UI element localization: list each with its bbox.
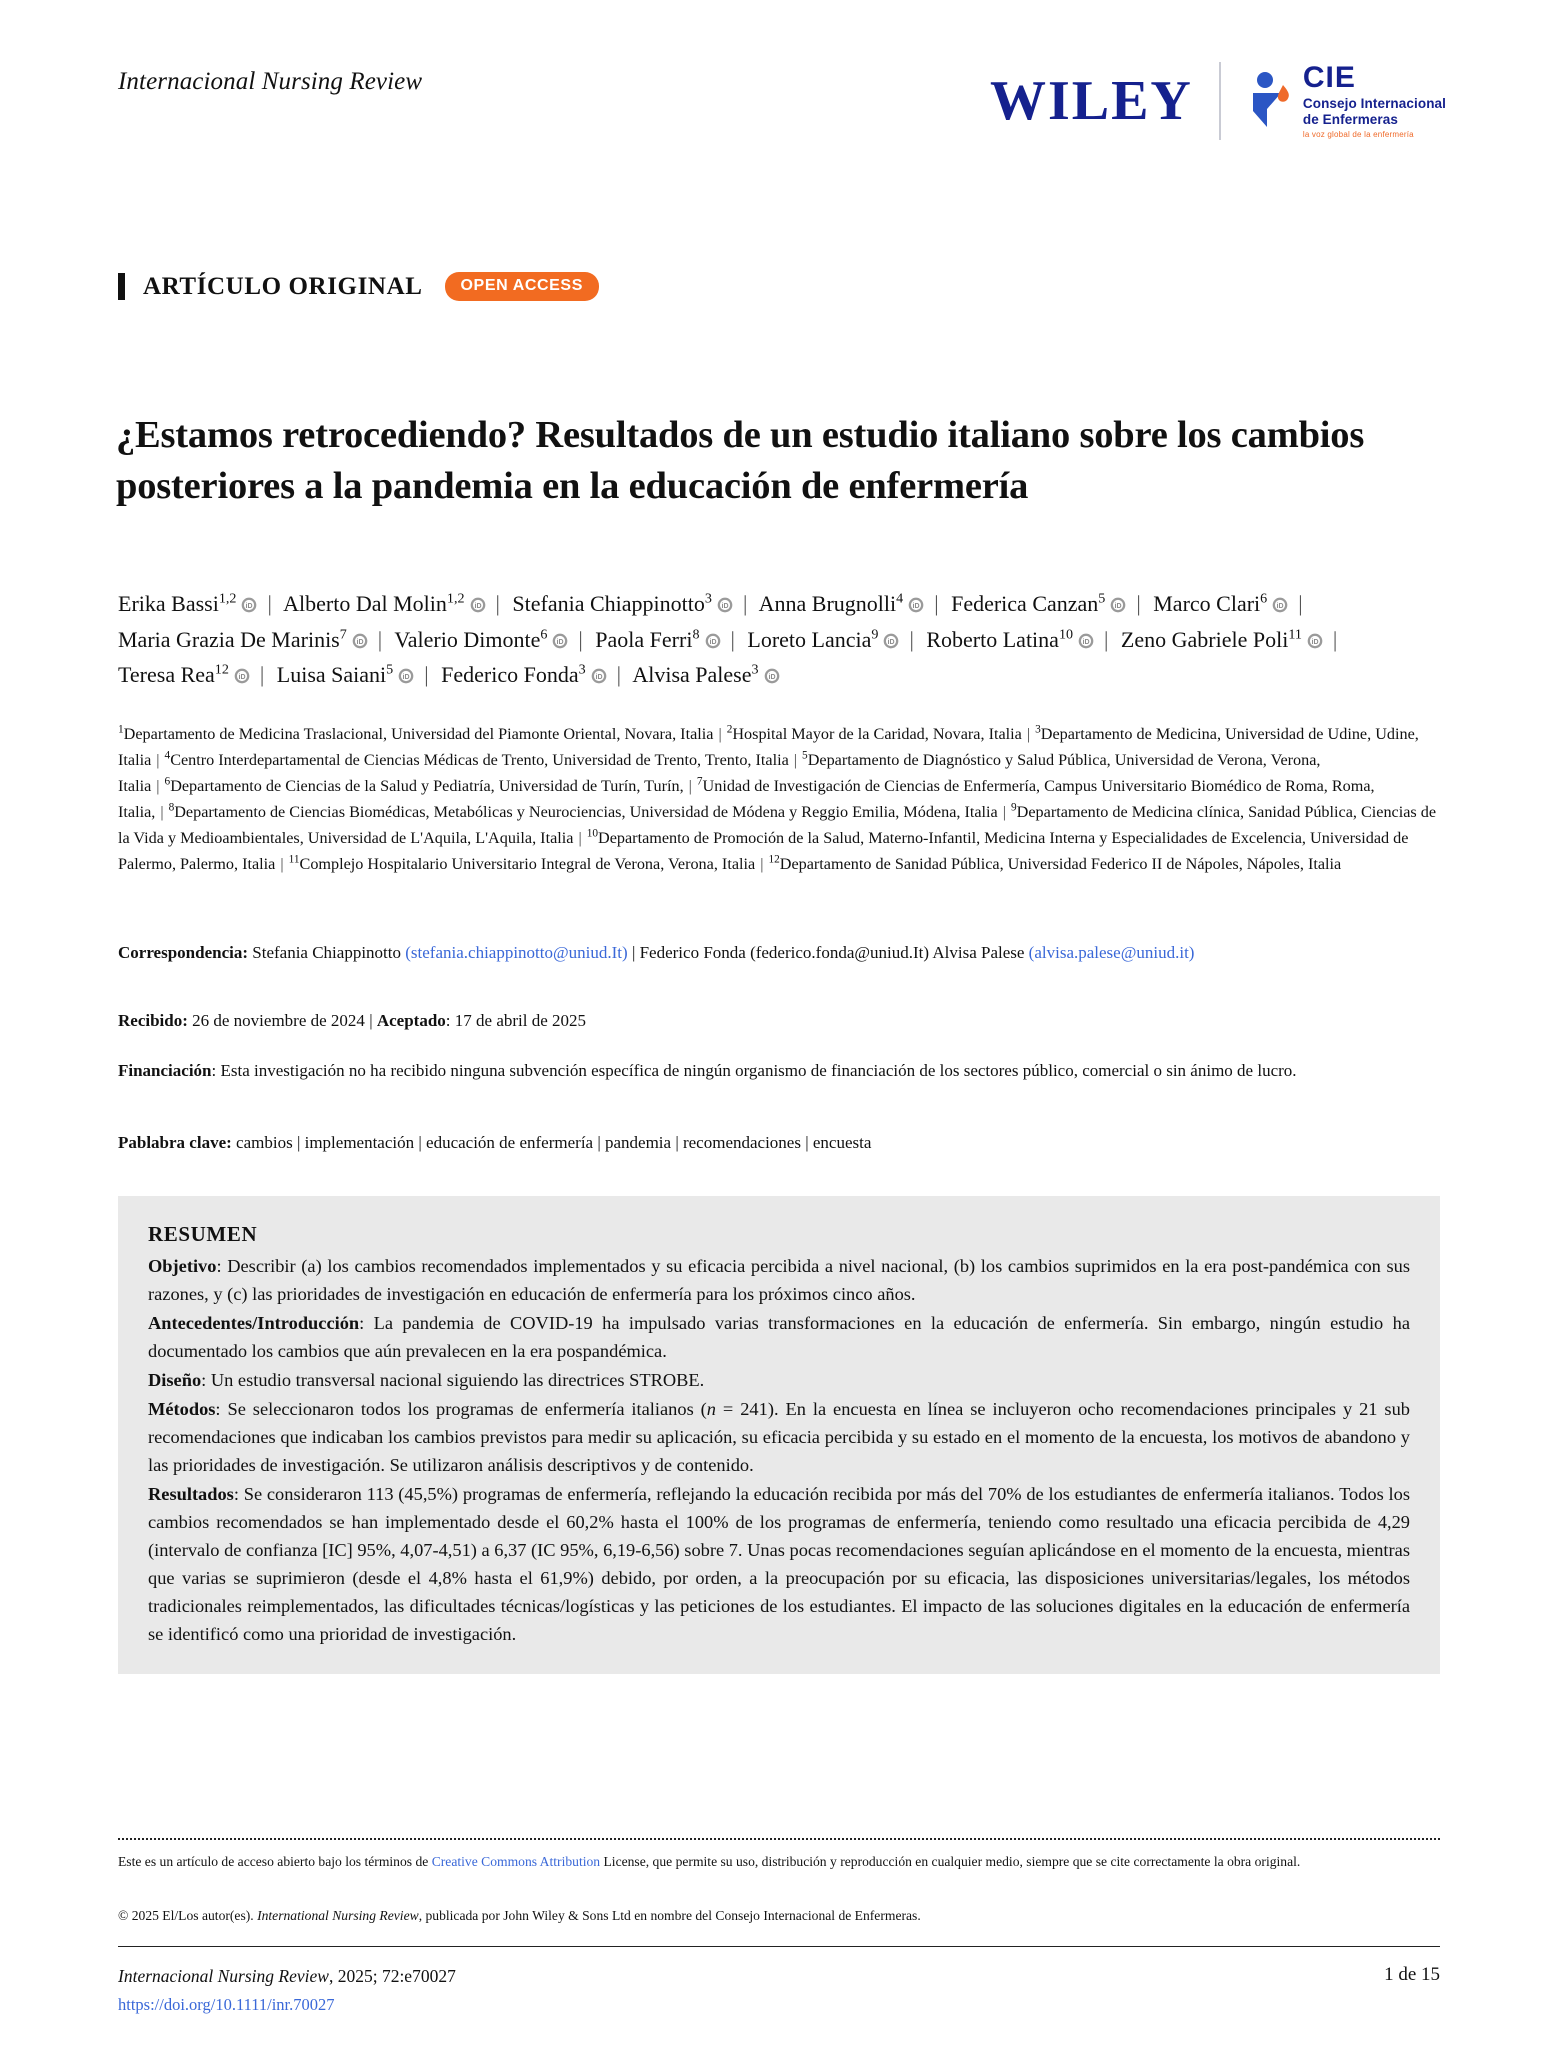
author-name: Paola Ferri bbox=[595, 626, 693, 652]
author-name: Marco Clari bbox=[1153, 591, 1261, 616]
author-affiliation-marker: 3 bbox=[704, 590, 712, 607]
author-affiliation-marker: 10 bbox=[1058, 626, 1074, 643]
author-entry bbox=[632, 662, 782, 687]
orcid-icon[interactable] bbox=[1307, 624, 1323, 646]
affiliation-number: 9 bbox=[1011, 801, 1017, 814]
author-affiliation-marker: 3 bbox=[578, 661, 586, 678]
author-name: Roberto Latina bbox=[926, 626, 1059, 652]
abstract-section-colon: : bbox=[216, 1256, 228, 1276]
affiliation-entry bbox=[727, 725, 1022, 743]
author-separator: | bbox=[742, 591, 748, 616]
keywords-block bbox=[118, 1130, 1440, 1156]
svg-text:iD: iD bbox=[402, 674, 410, 682]
accepted-label: Aceptado bbox=[376, 1011, 446, 1030]
affiliation-entry bbox=[165, 751, 789, 769]
abstract-section-colon: : bbox=[359, 1312, 374, 1333]
correspondence-separator: | bbox=[631, 943, 636, 962]
journal-name: Internacional Nursing Review bbox=[118, 68, 423, 95]
author-affiliation-marker: 3 bbox=[751, 661, 759, 678]
affiliation-text: Departamento de Ciencias de la Salud y Pediatría, Universidad de Turín, Turín, bbox=[170, 776, 684, 795]
affiliation-text: Departamento de Medicina Traslacional, Universidad del Piamonte Oriental, Novara, Italia bbox=[123, 725, 714, 743]
affiliation-text: Unidad de Investigación de Ciencias de Enfermería, Campus Universitario Biomédico de Roma, Roma, Italia, bbox=[118, 776, 1375, 821]
open-access-badge: OPEN ACCESS bbox=[445, 272, 599, 301]
abstract-section-text: Un estudio transversal nacional siguiendo las directrices STROBE. bbox=[210, 1369, 705, 1390]
author-separator: | bbox=[934, 591, 939, 616]
correspondence-block bbox=[118, 940, 1440, 966]
affiliation-text: Departamento de Medicina clínica, Sanidad Pública, Ciencias de la Vida y Medioambientales, Universidad de L'Aquila, L'Aquila, Italia bbox=[118, 802, 1437, 847]
affiliation-entry bbox=[768, 855, 1341, 873]
article-type-row bbox=[118, 272, 599, 301]
received-value: 26 de noviembre de 2024 bbox=[192, 1011, 365, 1030]
page-number: 1 de 15 bbox=[1384, 1964, 1440, 1985]
abstract-section-text: Se consideraron 113 (45,5%) programas de enfermería, reflejando la educación recibida por más del 70% de los estudiantes de enfermería italianos. Todos los cambios recomendados se han implementado desde el 60,2% hasta el 100% de los programas de enfermería, teniendo como resultado una eficacia percibida de 4,29 (intervalo de confianza [IC] 95%, 4,07-4,51) a 6,37 (IC 95%, 6,19-6,56) sobre 7. Unas pocas recomendaciones seguían aplicándose en el momento de la encuesta, mientras que varias se suprimieron (desde el 4,8% hasta el 61,9%) debido, por orden, a la preocupación por su eficacia, las disposiciones universitarias/legales, los métodos tradicionales reimplementados, las dificultades técnicas/logísticas y las peticiones de los estudiantes. El impacto de las soluciones digitales en la educación de enfermería se identificó como una prioridad de investigación. bbox=[148, 1483, 1410, 1644]
author-entry bbox=[277, 662, 417, 687]
author-name: Alvisa Palese bbox=[632, 662, 752, 688]
orcid-icon[interactable] bbox=[764, 659, 780, 682]
author-affiliation-marker: 5 bbox=[1098, 590, 1106, 607]
author-separator: | bbox=[1298, 591, 1303, 616]
author-entry bbox=[394, 627, 571, 652]
orcid-icon[interactable] bbox=[1078, 624, 1094, 646]
cie-name bbox=[1303, 96, 1446, 128]
author-entry bbox=[118, 627, 371, 652]
abstract-section-label: Resultados bbox=[148, 1483, 234, 1504]
funding-text: : Esta investigación no ha recibido ninguna subvención específica de ningún organismo de financiación de los sectores público, comercial o sin ánimo de lucro. bbox=[211, 1061, 1297, 1080]
abstract-section-colon: : bbox=[233, 1483, 244, 1504]
copyright-suffix: , publicada por John Wiley & Sons Ltd en nombre del Consejo Internacional de Enfermeras. bbox=[418, 1908, 921, 1923]
masthead bbox=[0, 56, 1558, 166]
cie-tagline: la voz global de la enfermería bbox=[1302, 129, 1414, 139]
svg-text:iD: iD bbox=[356, 638, 364, 646]
author-entry bbox=[1121, 627, 1326, 652]
author-name: Federico Fonda bbox=[441, 662, 579, 688]
author-separator: | bbox=[1332, 626, 1338, 652]
affiliation-entry bbox=[169, 803, 998, 821]
author-entry bbox=[951, 591, 1129, 616]
copyright-journal: International Nursing Review bbox=[257, 1908, 419, 1923]
author-affiliation-marker: 8 bbox=[692, 626, 700, 643]
affiliation-separator: | bbox=[578, 828, 582, 847]
license-divider bbox=[118, 1838, 1440, 1840]
affiliation-entry bbox=[289, 855, 756, 873]
author-affiliation-marker: 1,2 bbox=[218, 590, 237, 607]
orcid-icon[interactable] bbox=[908, 588, 924, 610]
author-separator: | bbox=[909, 626, 914, 652]
affiliation-number: 10 bbox=[586, 827, 599, 840]
author-name: Stefania Chiappinotto bbox=[512, 591, 705, 616]
author-affiliation-marker: 12 bbox=[214, 661, 229, 678]
abstract-section-colon: : bbox=[201, 1369, 211, 1390]
publication-dates bbox=[118, 1008, 1440, 1034]
author-entry bbox=[512, 591, 736, 616]
page-footer bbox=[118, 1962, 1440, 2019]
author-separator: | bbox=[259, 662, 265, 688]
cie-logo bbox=[1247, 63, 1446, 139]
affiliation-entry bbox=[165, 777, 684, 795]
author-separator: | bbox=[730, 626, 735, 652]
orcid-icon[interactable] bbox=[234, 659, 250, 682]
affiliation-number: 2 bbox=[726, 723, 733, 736]
affiliation-text: Departamento de Promoción de la Salud, Materno-Infantil, Medicina Interna y Especialidades de Excelencia, Universidad de Palermo, Palermo, Italia bbox=[118, 828, 1409, 873]
author-entry bbox=[283, 591, 488, 616]
footer-left bbox=[118, 1962, 456, 2019]
orcid-icon[interactable] bbox=[1272, 588, 1288, 610]
author-name: Anna Brugnolli bbox=[758, 591, 897, 616]
affiliation-text: Hospital Mayor de la Caridad, Novara, Italia bbox=[732, 725, 1022, 743]
kicker-bar-icon bbox=[118, 273, 125, 300]
svg-text:iD: iD bbox=[1311, 638, 1319, 646]
author-separator: | bbox=[578, 626, 583, 652]
author-separator: | bbox=[1136, 591, 1141, 616]
orcid-icon[interactable] bbox=[705, 624, 721, 646]
affiliation-number: 4 bbox=[164, 749, 171, 762]
affiliation-number: 1 bbox=[118, 723, 124, 736]
received-label: Recibido: bbox=[118, 1011, 188, 1030]
affiliation-number: 12 bbox=[768, 853, 780, 866]
abstract-stat-symbol: n bbox=[706, 1398, 716, 1419]
affiliation-separator: | bbox=[760, 854, 764, 873]
license-statement bbox=[118, 1852, 1440, 1873]
affiliation-list bbox=[118, 722, 1440, 878]
abstract-section-label: Métodos bbox=[148, 1398, 216, 1419]
abstract-section-label: Diseño bbox=[148, 1369, 202, 1390]
orcid-icon[interactable] bbox=[398, 659, 414, 682]
affiliation-text: Departamento de Medicina, Universidad de Udine, Udine, Italia bbox=[118, 725, 1419, 769]
publisher-logo-block bbox=[990, 56, 1446, 140]
affiliation-text: Departamento de Diagnóstico y Salud Pública, Universidad de Verona, Verona, Italia bbox=[118, 750, 1321, 795]
footer-citation bbox=[118, 1962, 456, 1990]
author-entry bbox=[1153, 591, 1291, 616]
logo-divider bbox=[1219, 62, 1221, 140]
author-affiliation-marker: 7 bbox=[339, 626, 347, 643]
author-name: Zeno Gabriele Poli bbox=[1120, 626, 1289, 652]
page-title: ¿Estamos retrocediendo? Resultados de un estudio italiano sobre los cambios posteriores a la pandemia en la educación de enfermería bbox=[116, 413, 1365, 507]
correspondence-email-1[interactable]: (stefania.chiappinotto@uniud.It) bbox=[405, 943, 628, 962]
svg-text:iD: iD bbox=[768, 674, 776, 682]
license-text-before: Este es un artículo de acceso abierto bajo los términos de bbox=[118, 1854, 432, 1869]
orcid-icon[interactable] bbox=[883, 624, 899, 646]
affiliation-number: 3 bbox=[1035, 723, 1041, 736]
affiliation-separator: | bbox=[718, 725, 722, 743]
affiliation-separator: | bbox=[156, 750, 160, 769]
svg-text:iD: iD bbox=[709, 638, 716, 646]
svg-text:iD: iD bbox=[556, 638, 564, 646]
svg-text:iD: iD bbox=[912, 602, 920, 610]
orcid-icon[interactable] bbox=[591, 659, 607, 682]
funding-label: Financiación bbox=[118, 1061, 212, 1080]
abstract-section: Métodos: Se seleccionaron todos los programas de enfermería italianos (n = 241). En la encuesta en línea se incluyeron ocho recomendaciones principales y 21 sub recomendaciones que indicaban los cambios previstos para medir su aplicación, su eficacia percibida y su estado en el momento de la encuesta, los motivos de abandono y las prioridades de investigación. Se utilizaron análisis descriptivos y de contenido. bbox=[148, 1398, 1410, 1475]
affiliation-separator: | bbox=[156, 776, 160, 795]
affiliation-separator: | bbox=[1002, 802, 1006, 821]
author-separator: | bbox=[377, 626, 383, 652]
svg-text:iD: iD bbox=[595, 674, 603, 682]
affiliation-entry bbox=[118, 725, 713, 743]
author-affiliation-marker: 4 bbox=[896, 590, 904, 607]
affiliation-separator: | bbox=[1026, 725, 1031, 743]
author-entry bbox=[759, 591, 928, 616]
cie-figure-icon bbox=[1247, 71, 1293, 131]
author-entry bbox=[926, 627, 1097, 652]
author-entry bbox=[595, 627, 723, 652]
abstract-section bbox=[148, 1367, 1410, 1395]
affiliation-text: Complejo Hospitalario Universitario Integral de Verona, Verona, Italia bbox=[299, 854, 756, 873]
author-separator: | bbox=[495, 591, 500, 616]
orcid-icon[interactable] bbox=[1110, 588, 1126, 610]
abstract-section-label: Objetivo bbox=[148, 1256, 217, 1276]
author-name: Loreto Lancia bbox=[747, 626, 872, 652]
orcid-icon[interactable] bbox=[352, 624, 368, 646]
author-affiliation-marker: 9 bbox=[871, 626, 879, 643]
author-name: Alberto Dal Molin bbox=[283, 591, 447, 616]
accepted-value: : 17 de abril de 2025 bbox=[445, 1011, 587, 1030]
author-separator: | bbox=[267, 591, 272, 616]
cie-text-block bbox=[1303, 63, 1446, 139]
abstract-section-text: La pandemia de COVID-19 ha impulsado varias transformaciones en la educación de enfermería. Sin embargo, ningún estudio ha documentado los cambios que aún prevalecen en la era pospandémica. bbox=[148, 1312, 1410, 1361]
author-name: Luisa Saiani bbox=[276, 662, 387, 688]
footer-citation-rest: , 2025; 72:e70027 bbox=[328, 1966, 456, 1986]
affiliation-number: 8 bbox=[168, 801, 175, 814]
svg-text:iD: iD bbox=[245, 602, 253, 610]
author-affiliation-marker: 5 bbox=[386, 661, 394, 678]
author-entry bbox=[747, 627, 902, 652]
correspondence-label: Correspondencia: bbox=[118, 943, 249, 962]
abstract-section-colon: : bbox=[215, 1398, 228, 1419]
affiliation-separator: | bbox=[160, 802, 164, 821]
correspondence-name-2: Federico Fonda (federico.fonda@uniud.It) Alvisa Palese bbox=[639, 943, 1025, 962]
author-entry bbox=[118, 662, 253, 687]
author-entry bbox=[441, 662, 610, 687]
abstract-section bbox=[148, 1481, 1410, 1649]
article-type-label: ARTÍCULO ORIGINAL bbox=[143, 272, 423, 300]
author-affiliation-marker: 11 bbox=[1288, 626, 1302, 643]
footer-citation-journal: Internacional Nursing Review bbox=[118, 1966, 329, 1986]
author-name: Maria Grazia De Marinis bbox=[118, 626, 340, 652]
affiliation-separator: | bbox=[793, 750, 798, 769]
creative-commons-link[interactable]: Creative Commons Attribution bbox=[431, 1854, 601, 1869]
affiliation-number: 11 bbox=[288, 853, 300, 866]
author-name: Erika Bassi bbox=[118, 591, 219, 616]
svg-text:iD: iD bbox=[238, 674, 246, 682]
abstract-sections bbox=[148, 1253, 1410, 1649]
author-affiliation-marker: 6 bbox=[1260, 590, 1268, 607]
funding-block bbox=[118, 1058, 1440, 1084]
copyright-prefix: © 2025 El/Los autor(es). bbox=[118, 1908, 258, 1923]
wiley-logo: WILEY bbox=[989, 70, 1193, 132]
affiliation-separator: | bbox=[280, 854, 284, 873]
license-text-after: License, que permite su uso, distribución y reproducción en cualquier medio, siempre que se cite correctamente la obra original. bbox=[600, 1854, 1301, 1869]
orcid-icon[interactable] bbox=[552, 624, 568, 646]
keywords-label: Pablabra clave: bbox=[118, 1133, 232, 1152]
cie-name-line2: de Enfermeras bbox=[1302, 112, 1398, 127]
author-separator: | bbox=[424, 662, 429, 688]
author-name: Federica Canzan bbox=[951, 591, 1099, 616]
author-separator: | bbox=[1104, 626, 1109, 652]
svg-text:iD: iD bbox=[721, 602, 729, 610]
svg-text:iD: iD bbox=[887, 638, 895, 646]
affiliation-text: Departamento de Ciencias Biomédicas, Metabólicas y Neurociencias, Universidad de Módena y Reggio Emilia, Módena, Italia bbox=[174, 802, 998, 821]
abstract-box bbox=[118, 1196, 1440, 1674]
abstract-heading: RESUMEN bbox=[148, 1222, 258, 1246]
copyright-statement bbox=[118, 1906, 1440, 1926]
footer-divider bbox=[118, 1946, 1440, 1947]
author-separator: | bbox=[616, 662, 622, 688]
affiliation-separator: | bbox=[688, 776, 692, 795]
affiliation-number: 5 bbox=[802, 749, 808, 762]
abstract-section bbox=[148, 1310, 1410, 1366]
svg-text:iD: iD bbox=[1114, 602, 1122, 610]
abstract-section-label: Antecedentes/Introducción bbox=[148, 1312, 360, 1333]
affiliation-number: 7 bbox=[696, 775, 703, 788]
correspondence-name-1: Stefania Chiappinotto bbox=[252, 943, 401, 962]
orcid-icon[interactable] bbox=[717, 588, 733, 610]
svg-text:iD: iD bbox=[1082, 638, 1090, 646]
affiliation-text: Departamento de Sanidad Pública, Universidad Federico II de Nápoles, Nápoles, Italia bbox=[779, 854, 1342, 873]
author-entry bbox=[118, 591, 260, 616]
dates-separator: | bbox=[369, 1011, 373, 1030]
author-name: Valerio Dimonte bbox=[394, 626, 541, 652]
keywords-text: cambios | implementación | educación de enfermería | pandemia | recomendaciones | encuesta bbox=[236, 1133, 872, 1152]
doi-link[interactable]: https://doi.org/10.1111/inr.70027 bbox=[118, 1995, 335, 2015]
correspondence-email-2[interactable]: (alvisa.palese@uniud.it) bbox=[1028, 943, 1195, 962]
orcid-icon[interactable] bbox=[470, 588, 486, 610]
cie-abbreviation: CIE bbox=[1302, 61, 1356, 95]
author-affiliation-marker: 6 bbox=[540, 626, 548, 643]
affiliation-text: Centro Interdepartamental de Ciencias Médicas de Trento, Universidad de Trento, Trento, Italia bbox=[170, 750, 789, 769]
affiliation-number: 6 bbox=[164, 775, 171, 788]
svg-text:iD: iD bbox=[1276, 602, 1284, 610]
orcid-icon[interactable] bbox=[241, 588, 257, 610]
abstract-section bbox=[148, 1253, 1410, 1309]
author-list bbox=[118, 586, 1438, 693]
abstract-section-text: Describir (a) los cambios recomendados implementados y su eficacia percibida a nivel nacional, (b) los cambios suprimidos en la era post-pandémica con sus razones, y (c) las prioridades de investigación en educación de enfermería para los próximos cinco años. bbox=[148, 1256, 1410, 1304]
svg-text:iD: iD bbox=[474, 602, 482, 610]
author-name: Teresa Rea bbox=[118, 662, 215, 688]
author-affiliation-marker: 1,2 bbox=[446, 590, 465, 607]
cie-name-line1: Consejo Internacional bbox=[1302, 96, 1446, 112]
